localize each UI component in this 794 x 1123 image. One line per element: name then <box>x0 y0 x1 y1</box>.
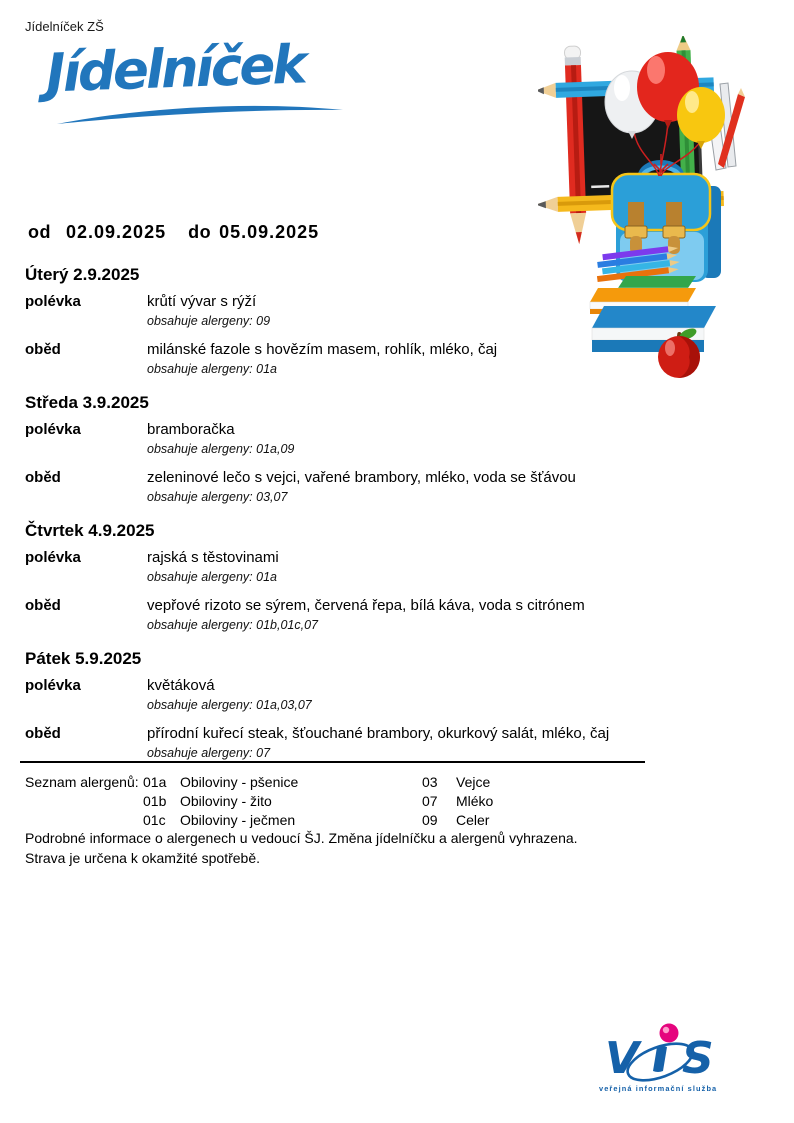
dish-text: květáková <box>147 677 215 694</box>
menu-period <box>28 222 319 243</box>
allergen-codes: 01b,01c,07 <box>256 618 318 632</box>
day-title: Úterý 2.9.2025 <box>25 265 140 284</box>
day-section-wednesday <box>25 388 774 511</box>
course-row-soup <box>25 548 774 591</box>
course-row-soup <box>25 420 774 463</box>
vis-pink-dot <box>660 1024 679 1043</box>
day-title: Čtvrtek 4.9.2025 <box>25 521 155 540</box>
allergen-line <box>147 697 774 713</box>
vis-tagline: veřejná informační služba <box>599 1084 718 1093</box>
footer-divider-line <box>20 761 645 763</box>
course-row-soup <box>25 292 774 335</box>
dish-text: rajská s těstovinami <box>147 549 279 566</box>
allergen-code: 03 <box>422 774 438 790</box>
allergen-legend-label: Seznam alergenů: <box>25 774 139 790</box>
jidelnicek-logo <box>45 34 356 126</box>
course-row-lunch <box>25 596 774 639</box>
day-section-friday <box>25 644 774 767</box>
jidelnicek-logo-text: Jídelníček <box>45 34 306 105</box>
allergen-name: Celer <box>456 812 490 828</box>
allergen-name: Obiloviny - žito <box>180 793 272 809</box>
allergen-name: Obiloviny - pšenice <box>180 774 299 790</box>
allergen-name: Mléko <box>456 793 494 809</box>
logo-swoosh-icon <box>54 100 346 126</box>
allergen-code: 01a <box>143 774 167 790</box>
allergen-prefix: obsahuje alergeny: <box>147 570 253 584</box>
weekly-menu <box>25 260 774 772</box>
allergen-code: 09 <box>422 812 438 828</box>
course-row-soup <box>25 676 774 719</box>
course-label: oběd <box>25 597 61 614</box>
dish-text: zeleninové lečo s vejci, vařené brambory, mléko, voda se šťávou <box>147 469 576 486</box>
course-label: polévka <box>25 677 81 694</box>
course-label: polévka <box>25 549 81 566</box>
allergen-prefix: obsahuje alergeny: <box>147 362 253 376</box>
allergen-code: 01c <box>143 812 166 828</box>
allergen-legend <box>25 773 493 830</box>
period-od-label: od <box>28 222 51 242</box>
course-label: oběd <box>25 725 61 742</box>
allergen-prefix: obsahuje alergeny: <box>147 314 253 328</box>
period-do-label: do <box>188 222 212 242</box>
dish-text: vepřové rizoto se sýrem, červená řepa, bílá káva, voda s citrónem <box>147 597 585 614</box>
allergen-legend-table <box>143 773 493 830</box>
dish-text: krůtí vývar s rýží <box>147 293 257 310</box>
vis-letter-s: S <box>682 1033 714 1084</box>
allergen-prefix: obsahuje alergeny: <box>147 698 253 712</box>
day-section-tuesday <box>25 260 774 383</box>
allergen-code: 07 <box>422 793 438 809</box>
allergen-codes: 01a <box>256 362 277 376</box>
period-date-from: 02.09.2025 <box>66 222 167 242</box>
allergen-prefix: obsahuje alergeny: <box>147 618 253 632</box>
course-row-lunch <box>25 340 774 383</box>
allergen-code: 01b <box>143 793 167 809</box>
course-label: polévka <box>25 421 81 438</box>
day-section-thursday <box>25 516 774 639</box>
allergen-line <box>147 745 774 761</box>
allergen-line <box>147 569 774 585</box>
vis-pink-dot-highlight <box>663 1027 669 1033</box>
vis-logo <box>597 1022 727 1096</box>
allergen-codes: 01a <box>256 570 277 584</box>
allergen-codes: 03,07 <box>256 490 288 504</box>
allergen-line <box>147 313 774 329</box>
allergen-prefix: obsahuje alergeny: <box>147 746 253 760</box>
course-row-lunch <box>25 468 774 511</box>
footer-note-line2: Strava je určena k okamžité spotřebě. <box>25 849 261 866</box>
allergen-prefix: obsahuje alergeny: <box>147 442 253 456</box>
dish-text: přírodní kuřecí steak, šťouchané brambory, okurkový salát, mléko, čaj <box>147 725 610 742</box>
day-title: Středa 3.9.2025 <box>25 393 149 412</box>
allergen-line <box>147 489 774 505</box>
day-title: Pátek 5.9.2025 <box>25 649 142 668</box>
allergen-line <box>147 441 774 457</box>
course-label: oběd <box>25 469 61 486</box>
period-date-to: 05.09.2025 <box>219 222 320 242</box>
allergen-prefix: obsahuje alergeny: <box>147 490 253 504</box>
vis-letter-i-stem <box>653 1046 667 1072</box>
vis-letter-v: V <box>605 1033 640 1084</box>
allergen-line <box>147 361 774 377</box>
document-title: Jídelníček ZŠ <box>25 19 104 34</box>
allergen-codes: 01a,09 <box>256 442 295 456</box>
allergen-codes: 09 <box>256 314 271 328</box>
dish-text: milánské fazole s hovězím masem, rohlík, mléko, čaj <box>147 341 498 358</box>
course-label: polévka <box>25 293 81 310</box>
course-label: oběd <box>25 341 61 358</box>
dish-text: bramboračka <box>147 421 235 438</box>
allergen-codes: 01a,03,07 <box>256 698 312 712</box>
allergen-line <box>147 617 774 633</box>
allergen-name: Obiloviny - ječmen <box>180 812 296 828</box>
allergen-name: Vejce <box>456 774 491 790</box>
allergen-codes: 07 <box>256 746 271 760</box>
footer-notes <box>25 829 578 868</box>
footer-note-line1: Podrobné informace o alergenech u vedoucí ŠJ. Změna jídelníčku a alergenů vyhrazena. <box>25 830 578 846</box>
